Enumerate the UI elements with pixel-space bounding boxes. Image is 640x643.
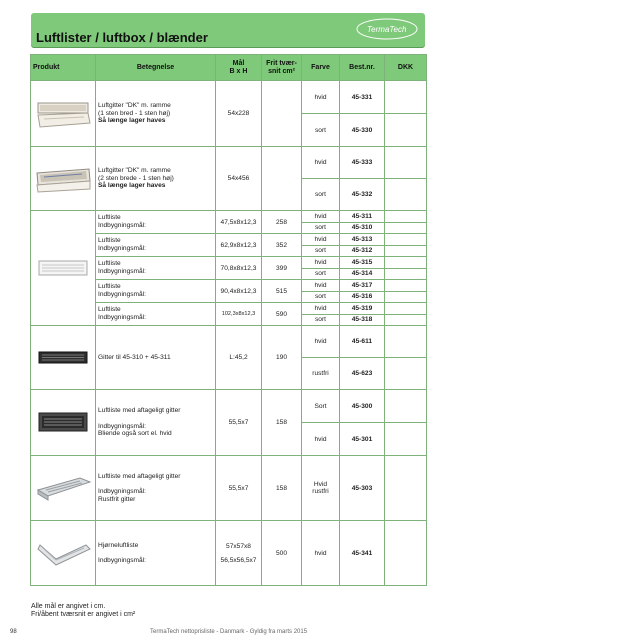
color: hvid [302,521,340,586]
price [385,456,427,521]
color: sort [302,222,340,234]
item-number: 45-332 [340,179,385,211]
product-description: Luftliste Indbygningsmål: [96,234,216,257]
color: hvid [302,234,340,246]
item-number: 45-316 [340,291,385,303]
table-row [31,326,427,358]
color: hvid [302,147,340,179]
dimension: 90,4x8x12,3 [216,280,262,303]
col-header-farve: Farve [302,55,340,81]
item-number: 45-312 [340,245,385,257]
product-image-cell [31,81,96,147]
product-description: Luftliste med aftageligt gitter Indbygningsmål: Bliende også sort el. hvid [96,390,216,456]
product-description: Luftliste med aftageligt gitter Indbygningsmål: Rustfrit gitter [96,456,216,521]
dimension: 57x57x8 56,5x56,5x7 [216,521,262,586]
product-image-cell [31,326,96,390]
cross-section: 352 [262,234,302,257]
grille-insert-image [34,338,92,378]
color: sort [302,314,340,326]
item-number: 45-318 [340,314,385,326]
price [385,234,427,246]
col-header-produkt: Produkt [31,55,96,81]
color: rustfri [302,358,340,390]
color: sort [302,114,340,147]
price [385,245,427,257]
dimension: 54x228 [216,81,262,147]
item-number: 45-314 [340,268,385,280]
color: hvid [302,81,340,114]
product-image-cell [31,456,96,521]
cross-section: 590 [262,303,302,326]
price [385,326,427,358]
color: hvid [302,326,340,358]
item-number: 45-310 [340,222,385,234]
air-grille-wide-image [34,159,92,199]
price [385,114,427,147]
item-number: 45-311 [340,211,385,223]
svg-text:TermaTech: TermaTech [367,25,407,34]
color: sort [302,245,340,257]
price [385,291,427,303]
cross-section: 158 [262,456,302,521]
price [385,268,427,280]
air-strip-removable-grille-image [34,401,92,445]
col-header-dkk: DKK [385,55,427,81]
product-description: Gitter til 45-310 + 45-311 [96,326,216,390]
item-number: 45-330 [340,114,385,147]
item-number: 45-313 [340,234,385,246]
price [385,280,427,292]
price [385,257,427,269]
cross-section: 190 [262,326,302,390]
dimension: 55,5x7 [216,390,262,456]
footnote-line: Alle mål er angivet i cm. [31,603,106,610]
termatech-logo-icon [355,17,419,41]
air-grille-frame-image [34,93,92,135]
price [385,314,427,326]
item-number: 45-300 [340,390,385,423]
col-header-betegnelse: Betegnelse [96,55,216,81]
item-number: 45-333 [340,147,385,179]
item-number: 45-303 [340,456,385,521]
color: sort [302,268,340,280]
product-image-cell [31,211,96,326]
col-header-bestnr: Best.nr. [340,55,385,81]
price [385,521,427,586]
product-description: Luftliste Indbygningsmål: [96,257,216,280]
cross-section [262,81,302,147]
product-image-cell [31,390,96,456]
cross-section: 258 [262,211,302,234]
table-row [31,456,427,521]
dimension: 62,9x8x12,3 [216,234,262,257]
table-row [31,211,427,223]
product-description: Hjørneluftliste Indbygningsmål: [96,521,216,586]
item-number: 45-623 [340,358,385,390]
price [385,211,427,223]
footer-text: TermaTech nettoprisliste - Danmark - Gyldig fra marts 2015 [150,629,308,635]
page-number: 98 [10,629,17,635]
color: Sort [302,390,340,423]
dimension: 70,8x8x12,3 [216,257,262,280]
footnote-line: Fri/åbent tværsnit er angivet i cm² [31,611,136,618]
price [385,303,427,315]
page-header [31,13,425,47]
cross-section: 399 [262,257,302,280]
item-number: 45-611 [340,326,385,358]
item-number: 45-317 [340,280,385,292]
cross-section: 515 [262,280,302,303]
price [385,390,427,423]
page-title: Luftlister / luftbox / blænder [36,30,208,45]
table-row [31,390,427,423]
product-description: Luftgitter "DK" m. ramme (1 sten bred - 1 sten høj) Så længe lager haves [96,81,216,147]
price [385,423,427,456]
color: sort [302,179,340,211]
price [385,81,427,114]
dimension: 54x456 [216,147,262,211]
item-number: 45-301 [340,423,385,456]
dimension: 102,3x8x12,3 [216,303,262,326]
dimension: 55,5x7 [216,456,262,521]
price [385,358,427,390]
table-row [31,81,427,114]
product-image-cell [31,521,96,586]
cross-section: 500 [262,521,302,586]
color: hvid [302,280,340,292]
dimension: L:45,2 [216,326,262,390]
col-header-frit: Frit tvær- snit cm² [262,55,302,81]
col-header-maal: Mål B x H [216,55,262,81]
footnotes [31,603,135,619]
product-image-cell [31,147,96,211]
product-description: Luftliste Indbygningsmål: [96,303,216,326]
corner-air-strip-image [34,531,92,575]
color: hvid [302,211,340,223]
table-header-row [31,55,427,81]
color: Hvid rustfri [302,456,340,521]
product-description: Luftliste Indbygningsmål: [96,211,216,234]
item-number: 45-341 [340,521,385,586]
item-number: 45-319 [340,303,385,315]
table-row [31,147,427,179]
price [385,222,427,234]
air-strip-white-image [34,248,92,288]
color: hvid [302,423,340,456]
price-table [30,54,427,586]
cross-section [262,147,302,211]
product-description: Luftliste Indbygningsmål: [96,280,216,303]
table-row [31,521,427,586]
color: hvid [302,257,340,269]
product-description: Luftgitter "DK" m. ramme (2 sten brede - 1 sten høj) Så længe lager haves [96,147,216,211]
price [385,179,427,211]
color: sort [302,291,340,303]
item-number: 45-315 [340,257,385,269]
item-number: 45-331 [340,81,385,114]
cross-section: 158 [262,390,302,456]
dimension: 47,5x8x12,3 [216,211,262,234]
color: hvid [302,303,340,315]
air-strip-stainless-image [34,466,92,510]
price [385,147,427,179]
